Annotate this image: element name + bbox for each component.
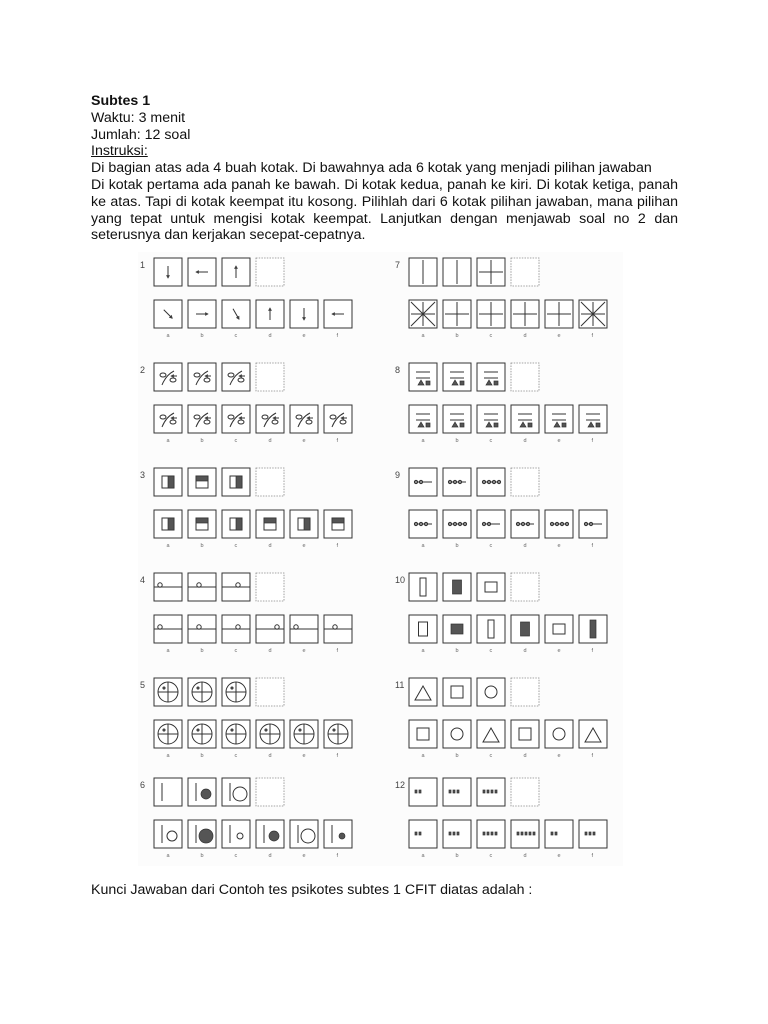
option-letter: d: [523, 333, 527, 339]
option-letter: c: [234, 753, 238, 759]
option-box: [477, 615, 505, 643]
option-letter: c: [489, 648, 493, 654]
pattern-box: [477, 573, 505, 601]
question-number: 3: [140, 470, 146, 480]
option-letter: e: [302, 753, 306, 759]
question-number: 7: [395, 260, 401, 270]
pattern-box: [443, 363, 471, 391]
option-letter: e: [557, 753, 561, 759]
option-letter: c: [489, 333, 493, 339]
option-letter: f: [591, 333, 594, 339]
option-letter: f: [336, 438, 339, 444]
option-box: [477, 405, 505, 433]
option-letter: c: [234, 648, 238, 654]
option-letter: e: [302, 648, 306, 654]
option-letter: a: [421, 753, 425, 759]
question-1: [140, 258, 352, 339]
option-letter: b: [200, 853, 204, 859]
pattern-box: [409, 363, 437, 391]
option-letter: e: [302, 333, 306, 339]
option-box: [545, 615, 573, 643]
question-number: 9: [395, 470, 401, 480]
empty-answer-box: [256, 258, 284, 286]
option-box: [409, 820, 437, 848]
option-letter: b: [455, 753, 459, 759]
option-letter: e: [557, 853, 561, 859]
pattern-box: [154, 363, 182, 391]
question-number: 2: [140, 365, 146, 375]
question-2: [140, 363, 352, 444]
option-letter: f: [591, 543, 594, 549]
option-letter: a: [421, 648, 425, 654]
option-letter: b: [455, 438, 459, 444]
empty-answer-box: [511, 363, 539, 391]
option-box: [443, 720, 471, 748]
pattern-box: [222, 778, 250, 806]
question-number: 10: [395, 575, 406, 585]
option-letter: a: [166, 333, 170, 339]
empty-answer-box: [256, 778, 284, 806]
option-letter: c: [489, 543, 493, 549]
option-letter: c: [234, 438, 238, 444]
pattern-box: [409, 573, 437, 601]
option-letter: f: [336, 333, 339, 339]
option-letter: d: [523, 853, 527, 859]
option-box: [324, 510, 352, 538]
option-letter: e: [302, 543, 306, 549]
pattern-box: [188, 363, 216, 391]
empty-answer-box: [511, 573, 539, 601]
instructions-label: Instruksi:: [91, 143, 148, 160]
question-11: [395, 678, 607, 759]
instruction-line: Di kotak pertama ada panah ke bawah. Di kotak kedua, panah ke kiri. Di kotak ketiga, panah ke atas. Tapi di kotak keempat itu kosong. Pilihlah dari 6 kotak pilihan jawaban, mana pilihan yang tepat untuk mengisi kotak keempat. Lanjutkan dengan menjawab soal no 2 dan seterusnya dan kerjakan secepat-cepatnya.: [91, 176, 678, 244]
option-letter: a: [421, 333, 425, 339]
option-letter: b: [200, 648, 204, 654]
option-letter: e: [557, 543, 561, 549]
option-box: [188, 405, 216, 433]
option-letter: f: [336, 648, 339, 654]
pattern-box: [222, 363, 250, 391]
option-box: [545, 820, 573, 848]
option-letter: a: [166, 853, 170, 859]
option-letter: d: [523, 543, 527, 549]
empty-answer-box: [511, 678, 539, 706]
option-letter: c: [234, 853, 238, 859]
option-letter: f: [591, 648, 594, 654]
option-letter: c: [489, 853, 493, 859]
option-letter: b: [200, 333, 204, 339]
option-letter: d: [523, 438, 527, 444]
option-box: [477, 720, 505, 748]
option-letter: e: [302, 438, 306, 444]
question-8: [395, 363, 607, 444]
option-box: [409, 615, 437, 643]
empty-answer-box: [256, 573, 284, 601]
option-letter: c: [489, 753, 493, 759]
option-letter: a: [166, 753, 170, 759]
question-figure-svg: [138, 252, 623, 866]
question-4: [140, 573, 352, 654]
option-letter: a: [166, 543, 170, 549]
option-box: [443, 405, 471, 433]
time-limit: Waktu: 3 menit: [91, 109, 186, 126]
question-number: 1: [140, 260, 146, 270]
option-box: [290, 820, 318, 848]
cfit-question-figure: [138, 252, 623, 866]
option-box: [545, 405, 573, 433]
option-box: [222, 820, 250, 848]
option-letter: c: [234, 543, 238, 549]
option-box: [222, 405, 250, 433]
question-12: [395, 778, 607, 859]
option-letter: a: [166, 648, 170, 654]
option-letter: a: [166, 438, 170, 444]
option-letter: b: [200, 438, 204, 444]
option-box: [256, 510, 284, 538]
option-letter: d: [523, 648, 527, 654]
question-3: [140, 468, 352, 549]
option-box: [154, 405, 182, 433]
question-number: 11: [395, 680, 405, 690]
option-letter: f: [591, 753, 594, 759]
question-7: [395, 258, 607, 339]
empty-answer-box: [256, 363, 284, 391]
option-letter: b: [455, 648, 459, 654]
option-letter: b: [455, 333, 459, 339]
option-letter: d: [268, 753, 272, 759]
empty-answer-box: [511, 258, 539, 286]
empty-answer-box: [511, 778, 539, 806]
option-box: [188, 510, 216, 538]
option-letter: d: [523, 753, 527, 759]
subtest-title: Subtes 1: [91, 93, 151, 109]
option-box: [579, 720, 607, 748]
option-letter: f: [591, 438, 594, 444]
question-count: Jumlah: 12 soal: [91, 126, 191, 143]
option-box: [256, 405, 284, 433]
option-letter: a: [421, 543, 425, 549]
option-box: [545, 720, 573, 748]
option-box: [324, 820, 352, 848]
option-letter: d: [268, 333, 272, 339]
question-number: 8: [395, 365, 401, 375]
pattern-box: [477, 678, 505, 706]
option-letter: f: [336, 853, 339, 859]
pattern-box: [409, 678, 437, 706]
question-6: [140, 778, 352, 859]
option-letter: a: [421, 853, 425, 859]
option-box: [154, 820, 182, 848]
question-number: 12: [395, 780, 406, 790]
pattern-box: [443, 678, 471, 706]
pattern-box: [409, 778, 437, 806]
option-letter: b: [455, 853, 459, 859]
empty-answer-box: [256, 678, 284, 706]
instructions-text: [91, 160, 678, 244]
question-9: [395, 468, 607, 549]
option-letter: e: [557, 333, 561, 339]
option-letter: e: [557, 648, 561, 654]
empty-answer-box: [256, 468, 284, 496]
option-letter: c: [489, 438, 493, 444]
option-box: [324, 405, 352, 433]
option-letter: f: [336, 543, 339, 549]
option-box: [511, 720, 539, 748]
option-box: [579, 405, 607, 433]
option-letter: d: [268, 438, 272, 444]
pattern-box: [154, 778, 182, 806]
option-letter: f: [336, 753, 339, 759]
option-letter: d: [268, 648, 272, 654]
option-letter: e: [302, 853, 306, 859]
pattern-box: [477, 363, 505, 391]
question-10: [395, 573, 607, 654]
option-letter: c: [234, 333, 238, 339]
question-number: 6: [140, 780, 146, 790]
subtest-intro: [91, 93, 678, 244]
option-letter: d: [268, 543, 272, 549]
option-box: [511, 405, 539, 433]
question-number: 5: [140, 680, 146, 690]
option-letter: b: [455, 543, 459, 549]
question-5: [140, 678, 352, 759]
option-letter: a: [421, 438, 425, 444]
option-box: [409, 720, 437, 748]
option-letter: e: [557, 438, 561, 444]
option-letter: b: [200, 753, 204, 759]
option-letter: f: [591, 853, 594, 859]
answer-key-caption: Kunci Jawaban dari Contoh tes psikotes subtes 1 CFIT diatas adalah :: [91, 882, 533, 898]
pattern-box: [188, 468, 216, 496]
option-box: [290, 405, 318, 433]
instruction-line: Di bagian atas ada 4 buah kotak. Di bawahnya ada 6 kotak yang menjadi pilihan jawaban: [91, 160, 652, 177]
option-letter: d: [268, 853, 272, 859]
option-letter: b: [200, 543, 204, 549]
question-number: 4: [140, 575, 146, 585]
option-box: [409, 405, 437, 433]
empty-answer-box: [511, 468, 539, 496]
